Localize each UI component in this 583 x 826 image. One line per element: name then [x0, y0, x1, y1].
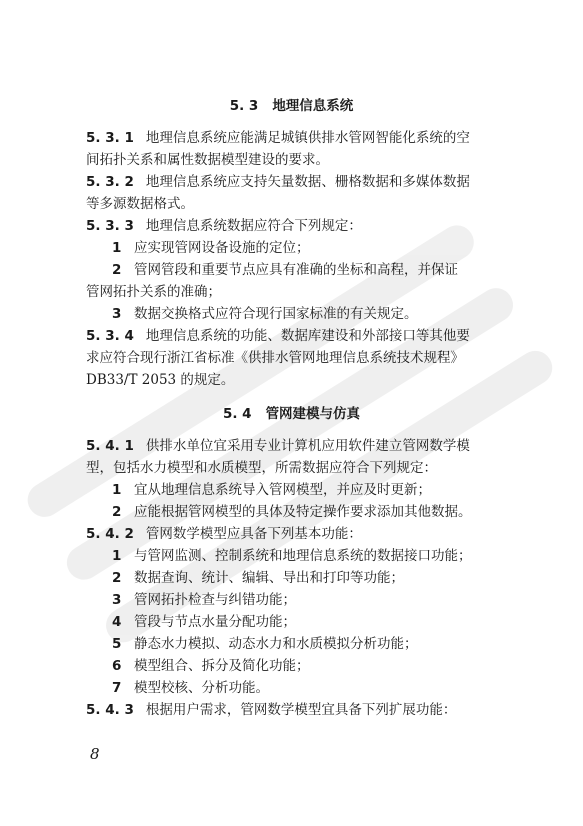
list-item [112, 259, 522, 281]
item-text: 应能根据管网模型的具体及特定操作要求添加其他数据。 [134, 504, 472, 520]
list-item [112, 303, 522, 325]
clause-5-4-2 [86, 523, 496, 545]
list-item [112, 501, 522, 523]
item-text: 管网管段和重要节点应具有准确的坐标和高程，并保证 [134, 262, 458, 278]
clause-text: 地理信息系统数据应符合下列规定： [145, 218, 362, 234]
section-number: 5. 4 [222, 406, 252, 422]
page-number: 8 [90, 745, 100, 763]
section-title: 管网建模与仿真 [265, 406, 361, 422]
item-text: 模型校核、分析功能。 [134, 680, 269, 696]
clause-text-continuation: 型，包括水力模型和水质模型，所需数据应符合下列规定： [86, 460, 437, 476]
item-number: 5 [112, 636, 122, 652]
clause-text-continuation: DB33/T 2053 的规定。 [86, 372, 235, 388]
clause-number: 5. 3. 2 [86, 174, 134, 190]
list-item [112, 655, 522, 677]
clause-number: 5. 3. 3 [86, 218, 134, 234]
item-number: 3 [112, 306, 122, 322]
clause-number: 5. 3. 1 [86, 130, 134, 146]
clause-text-continuation: 等多源数据格式。 [86, 196, 194, 212]
section-title: 地理信息系统 [272, 98, 354, 114]
clause-5-3-1 [86, 127, 496, 149]
item-number: 7 [112, 680, 122, 696]
list-item [112, 677, 522, 699]
clause-text-continuation: 求应符合现行浙江省标准《供排水管网地理信息系统技术规程》 [86, 350, 464, 366]
item-text: 管网拓扑检查与纠错功能； [134, 592, 296, 608]
clause-5-4-3 [86, 699, 496, 721]
item-text: 静态水力模拟、动态水力和水质模拟分析功能； [134, 636, 418, 652]
list-item [112, 479, 522, 501]
clause-text: 地理信息系统应能满足城镇供排水管网智能化系统的空 [145, 130, 470, 146]
list-item [112, 545, 522, 567]
item-number: 2 [112, 262, 122, 278]
item-text: 模型组合、拆分及简化功能； [134, 658, 310, 674]
item-text: 数据查询、统计、编辑、导出和打印等功能； [134, 570, 404, 586]
item-text: 宜从地理信息系统导入管网模型，并应及时更新； [134, 482, 431, 498]
item-number: 4 [112, 614, 122, 630]
section-heading-5-4 [0, 402, 583, 422]
item-number: 1 [112, 240, 122, 256]
item-text: 管段与节点水量分配功能； [134, 614, 296, 630]
clause-5-4-1 [86, 435, 496, 457]
item-number: 2 [112, 570, 122, 586]
clause-number: 5. 4. 1 [86, 438, 134, 454]
clause-number: 5. 3. 4 [86, 328, 134, 344]
item-number: 6 [112, 658, 122, 674]
clause-text: 供排水单位宜采用专业计算机应用软件建立管网数学模 [145, 438, 470, 454]
clause-number: 5. 4. 3 [86, 702, 134, 718]
item-number: 1 [112, 482, 122, 498]
clause-text: 根据用户需求，管网数学模型宜具备下列扩展功能： [145, 702, 457, 718]
clause-text: 管网数学模型应具备下列基本功能： [145, 526, 362, 542]
clause-5-3-4 [86, 325, 496, 347]
item-number: 3 [112, 592, 122, 608]
item-number: 2 [112, 504, 122, 520]
list-item [112, 611, 522, 633]
clause-text: 地理信息系统应支持矢量数据、栅格数据和多媒体数据 [145, 174, 470, 190]
list-item [112, 237, 522, 259]
clause-text-continuation: 间拓扑关系和属性数据模型建设的要求。 [86, 152, 329, 168]
item-text: 与管网监测、控制系统和地理信息系统的数据接口功能； [134, 548, 472, 564]
item-text: 数据交换格式应符合现行国家标准的有关规定。 [134, 306, 418, 322]
list-item [112, 589, 522, 611]
item-number: 1 [112, 548, 122, 564]
clause-5-3-2 [86, 171, 496, 193]
item-text: 应实现管网设备设施的定位； [134, 240, 310, 256]
clause-number: 5. 4. 2 [86, 526, 134, 542]
list-item [112, 633, 522, 655]
clause-text: 地理信息系统的功能、数据库建设和外部接口等其他要 [145, 328, 470, 344]
list-item [112, 567, 522, 589]
section-heading-5-3 [0, 94, 583, 114]
section-number: 5. 3 [229, 98, 259, 114]
item-text-continuation: 管网拓扑关系的准确； [86, 284, 221, 300]
clause-5-3-3 [86, 215, 496, 237]
